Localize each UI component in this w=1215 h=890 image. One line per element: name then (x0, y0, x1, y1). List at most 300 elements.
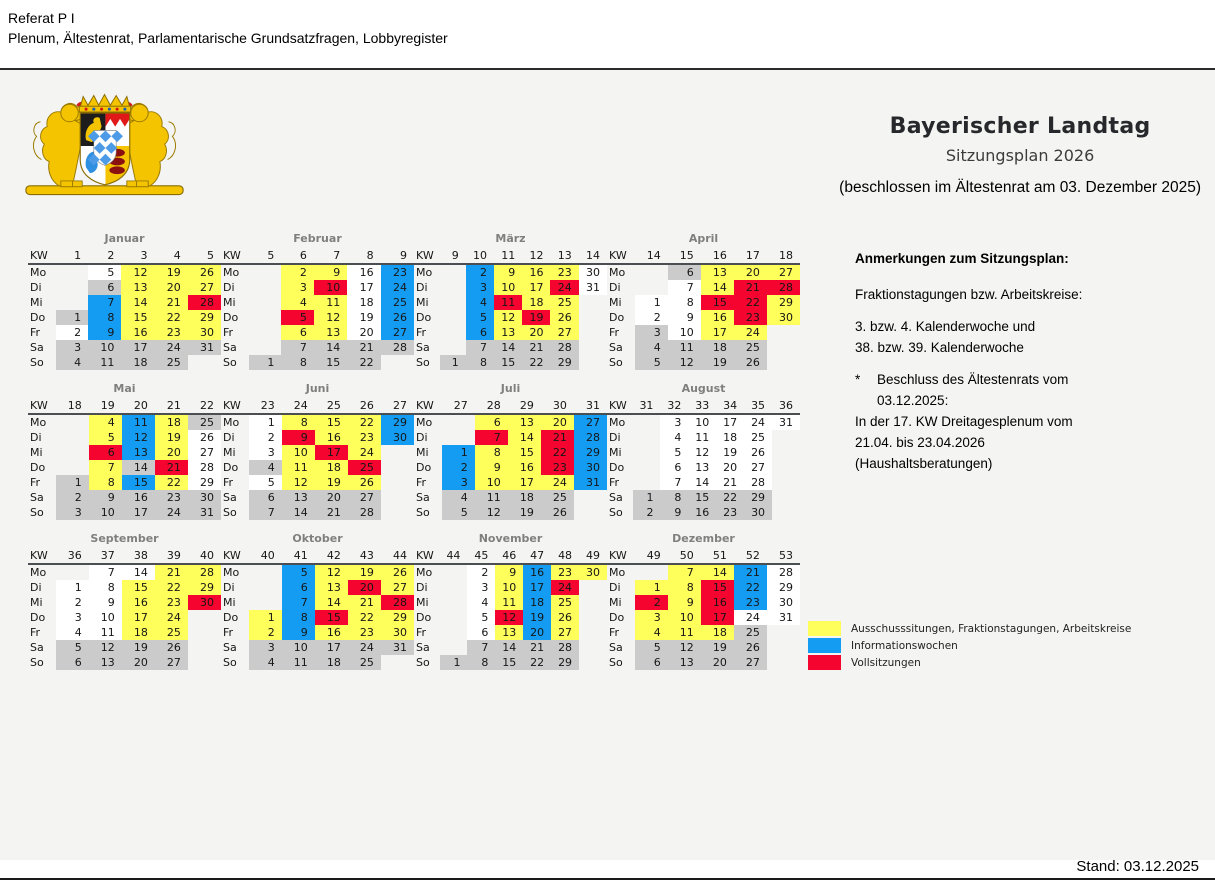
day-cell: 20 (155, 280, 188, 295)
day-cell (249, 310, 282, 325)
day-cell: 25 (551, 595, 579, 610)
month-table (28, 398, 221, 520)
day-row (414, 325, 607, 340)
day-row (414, 640, 607, 655)
day-cell: 30 (579, 264, 607, 280)
day-cell: 25 (155, 355, 188, 370)
day-label: Di (223, 281, 235, 294)
day-cell: 4 (89, 414, 122, 430)
day-label: Mo (223, 416, 240, 429)
day-cell: 17 (716, 414, 744, 430)
day-cell: 23 (734, 310, 767, 325)
day-cell (440, 340, 466, 355)
day-label: Mi (223, 596, 236, 609)
day-row (607, 264, 800, 280)
day-cell: 17 (315, 445, 348, 460)
day-label: Di (223, 431, 235, 444)
day-cell: 14 (122, 460, 155, 475)
day-cell: 1 (440, 655, 468, 670)
day-cell: 22 (155, 580, 188, 595)
day-cell: 22 (155, 475, 188, 490)
day-cell: 6 (282, 580, 315, 595)
month-title: Mai (113, 382, 136, 395)
day-row (221, 490, 414, 505)
kw-label: KW (414, 248, 440, 264)
legend-swatch-red (808, 655, 841, 670)
day-cell (772, 430, 800, 445)
day-label: Fr (223, 626, 234, 639)
day-cell: 19 (348, 564, 381, 580)
day-cell (440, 610, 468, 625)
day-row (607, 640, 800, 655)
day-row (607, 340, 800, 355)
day-cell: 26 (541, 505, 574, 520)
day-cell: 31 (772, 414, 800, 430)
kw-number: 13 (550, 248, 578, 264)
day-cell: 23 (541, 460, 574, 475)
kw-number: 27 (442, 398, 475, 414)
day-row (28, 655, 221, 670)
day-cell: 2 (467, 564, 495, 580)
day-cell: 27 (551, 625, 579, 640)
kw-row (221, 398, 414, 414)
day-cell: 11 (475, 490, 508, 505)
day-cell: 5 (466, 310, 494, 325)
day-cell: 14 (282, 505, 315, 520)
day-cell: 1 (635, 295, 668, 310)
day-cell: 21 (155, 460, 188, 475)
day-row (28, 640, 221, 655)
kw-number: 19 (89, 398, 122, 414)
day-cell: 31 (767, 610, 800, 625)
day-cell: 10 (475, 475, 508, 490)
kw-row (414, 248, 607, 264)
day-cell: 16 (347, 264, 380, 280)
day-cell: 25 (734, 340, 767, 355)
kw-row (607, 398, 800, 414)
day-cell: 14 (494, 340, 522, 355)
day-label: Di (416, 281, 428, 294)
day-row (28, 595, 221, 610)
day-cell: 5 (635, 355, 668, 370)
day-cell: 17 (508, 475, 541, 490)
day-cell: 28 (767, 564, 800, 580)
day-cell (579, 610, 607, 625)
day-cell: 22 (522, 355, 550, 370)
day-label: Do (223, 611, 239, 624)
kw-number: 5 (188, 248, 221, 264)
day-cell: 5 (249, 475, 282, 490)
day-cell: 24 (551, 580, 579, 595)
day-row (414, 625, 607, 640)
day-label: Do (416, 461, 432, 474)
day-cell (579, 655, 607, 670)
day-label: So (416, 656, 430, 669)
day-row (221, 310, 414, 325)
day-cell (440, 640, 468, 655)
day-cell: 5 (281, 310, 314, 325)
kw-number: 49 (579, 548, 607, 564)
month-märz (414, 232, 607, 382)
day-cell: 10 (88, 340, 121, 355)
day-row (607, 325, 800, 340)
day-cell: 8 (282, 414, 315, 430)
day-cell: 9 (495, 564, 523, 580)
day-cell: 12 (688, 445, 716, 460)
day-row (607, 505, 800, 520)
kw-number: 40 (249, 548, 282, 564)
day-cell (56, 264, 88, 280)
day-cell: 18 (347, 295, 380, 310)
day-cell: 13 (314, 325, 347, 340)
day-cell: 24 (550, 280, 578, 295)
day-cell (633, 475, 661, 490)
day-cell: 11 (668, 340, 701, 355)
kw-number: 3 (121, 248, 154, 264)
day-cell (56, 564, 89, 580)
day-cell: 15 (701, 580, 734, 595)
day-cell: 28 (381, 595, 414, 610)
day-cell: 20 (734, 264, 767, 280)
month-title: Juni (305, 382, 330, 395)
day-cell: 21 (315, 505, 348, 520)
day-cell: 29 (550, 355, 578, 370)
day-cell: 20 (315, 490, 348, 505)
day-row (28, 625, 221, 640)
day-label: Sa (609, 641, 623, 654)
annotation-line: (Haushaltsberatungen) (855, 456, 993, 471)
day-row (414, 340, 607, 355)
day-cell: 21 (155, 564, 188, 580)
day-label: Mo (30, 566, 47, 579)
day-cell: 26 (348, 475, 381, 490)
day-row (28, 264, 221, 280)
day-cell: 20 (716, 460, 744, 475)
day-cell: 24 (155, 610, 188, 625)
day-cell: 29 (381, 414, 414, 430)
day-cell: 10 (688, 414, 716, 430)
day-label: Mo (416, 566, 433, 579)
day-cell: 2 (56, 490, 89, 505)
day-cell (635, 264, 668, 280)
day-label: Di (30, 581, 42, 594)
day-cell: 8 (282, 610, 315, 625)
day-cell: 12 (89, 640, 122, 655)
day-row (414, 580, 607, 595)
day-cell (381, 505, 414, 520)
day-cell: 9 (89, 595, 122, 610)
day-cell: 6 (89, 445, 122, 460)
month-title: April (688, 232, 719, 245)
day-cell: 6 (660, 460, 688, 475)
kw-number: 40 (188, 548, 221, 564)
day-cell: 31 (188, 505, 221, 520)
day-label: So (30, 506, 44, 519)
day-cell: 30 (381, 430, 414, 445)
day-cell: 27 (188, 280, 221, 295)
day-cell: 31 (574, 475, 607, 490)
day-row (607, 595, 800, 610)
day-cell: 31 (579, 280, 607, 295)
day-cell: 1 (56, 580, 89, 595)
day-label: Mo (609, 266, 626, 279)
day-row (28, 610, 221, 625)
day-row (607, 564, 800, 580)
day-cell: 13 (122, 445, 155, 460)
month-table (414, 248, 607, 370)
day-cell: 4 (442, 490, 475, 505)
month-juli (414, 382, 607, 532)
day-cell: 28 (188, 460, 221, 475)
day-cell (767, 325, 800, 340)
day-cell: 30 (579, 564, 607, 580)
day-cell: 4 (467, 595, 495, 610)
day-cell: 11 (668, 625, 701, 640)
day-cell: 2 (56, 595, 89, 610)
day-row (414, 490, 607, 505)
day-cell (579, 295, 607, 310)
day-cell: 22 (523, 655, 551, 670)
day-cell: 7 (281, 340, 314, 355)
day-cell (767, 655, 800, 670)
day-row (28, 280, 221, 295)
day-cell: 2 (635, 310, 668, 325)
day-cell: 2 (281, 264, 314, 280)
page-title: Bayerischer Landtag (889, 114, 1151, 139)
day-row (28, 325, 221, 340)
day-row (221, 610, 414, 625)
day-label: Mi (223, 296, 236, 309)
day-cell: 9 (314, 264, 347, 280)
day-cell: 30 (744, 505, 772, 520)
day-row (221, 355, 414, 370)
day-cell: 28 (188, 295, 221, 310)
kw-number: 9 (440, 248, 466, 264)
bavarian-coat-of-arms-icon (22, 90, 187, 202)
day-cell: 7 (88, 295, 121, 310)
day-cell: 23 (348, 430, 381, 445)
day-cell: 19 (508, 505, 541, 520)
day-cell (633, 460, 661, 475)
day-cell: 12 (495, 610, 523, 625)
day-cell (440, 264, 466, 280)
day-label: Fr (223, 476, 234, 489)
day-cell: 16 (688, 505, 716, 520)
day-label: So (609, 506, 623, 519)
months-grid (28, 232, 800, 682)
day-cell: 23 (716, 505, 744, 520)
day-cell: 24 (734, 610, 767, 625)
day-label: Sa (416, 491, 430, 504)
day-cell: 12 (475, 505, 508, 520)
day-cell (579, 625, 607, 640)
day-cell: 5 (467, 610, 495, 625)
day-cell: 24 (734, 325, 767, 340)
day-row (28, 445, 221, 460)
day-row (607, 445, 800, 460)
day-row (607, 295, 800, 310)
day-cell: 11 (495, 595, 523, 610)
day-cell: 23 (734, 595, 767, 610)
day-cell: 26 (734, 355, 767, 370)
kw-label: KW (221, 398, 249, 414)
day-cell: 17 (701, 325, 734, 340)
day-cell (188, 640, 221, 655)
day-cell: 12 (121, 264, 154, 280)
day-label: Di (609, 281, 621, 294)
day-cell (579, 595, 607, 610)
day-cell: 30 (381, 625, 414, 640)
day-cell: 12 (282, 475, 315, 490)
day-label: Mi (609, 446, 622, 459)
day-cell: 18 (523, 595, 551, 610)
month-title: August (681, 382, 726, 395)
kw-number: 27 (381, 398, 414, 414)
day-cell: 9 (282, 625, 315, 640)
day-cell: 8 (475, 445, 508, 460)
day-cell: 27 (734, 655, 767, 670)
annotations-panel (855, 248, 1205, 474)
day-cell: 7 (467, 640, 495, 655)
day-cell: 15 (688, 490, 716, 505)
day-cell (772, 490, 800, 505)
day-label: Mi (609, 296, 622, 309)
day-cell: 21 (734, 564, 767, 580)
day-cell: 27 (188, 445, 221, 460)
month-title: Juli (500, 382, 521, 395)
day-cell: 23 (155, 325, 188, 340)
day-row (221, 414, 414, 430)
day-cell (772, 475, 800, 490)
day-cell: 10 (89, 505, 122, 520)
day-cell: 14 (688, 475, 716, 490)
kw-number: 10 (466, 248, 494, 264)
day-cell: 9 (660, 505, 688, 520)
day-row (221, 640, 414, 655)
day-cell: 22 (734, 295, 767, 310)
annotation-line: In der 17. KW Dreitagesplenum vom (855, 414, 1073, 429)
day-cell: 27 (348, 490, 381, 505)
day-cell: 7 (249, 505, 282, 520)
day-label: Do (609, 611, 625, 624)
kw-number: 43 (348, 548, 381, 564)
day-cell: 29 (188, 580, 221, 595)
day-cell (188, 355, 221, 370)
day-cell: 25 (541, 490, 574, 505)
day-cell: 18 (508, 490, 541, 505)
day-label: Mi (609, 596, 622, 609)
kw-number: 46 (495, 548, 523, 564)
day-row (221, 445, 414, 460)
day-cell: 11 (88, 355, 121, 370)
day-row (28, 580, 221, 595)
day-cell: 15 (315, 414, 348, 430)
day-label: Mi (30, 296, 43, 309)
day-row (414, 280, 607, 295)
day-cell (440, 595, 468, 610)
day-cell: 3 (249, 445, 282, 460)
day-label: Sa (223, 641, 237, 654)
day-cell: 22 (716, 490, 744, 505)
day-cell: 5 (635, 640, 668, 655)
day-cell: 9 (282, 430, 315, 445)
legend-swatch-yellow (808, 621, 841, 636)
day-cell (579, 340, 607, 355)
day-row (221, 505, 414, 520)
day-cell: 2 (633, 505, 661, 520)
day-cell: 24 (541, 475, 574, 490)
day-cell: 21 (522, 340, 550, 355)
kw-number: 36 (772, 398, 800, 414)
day-cell: 15 (508, 445, 541, 460)
day-row (221, 295, 414, 310)
day-cell: 28 (767, 280, 800, 295)
day-cell: 16 (522, 264, 550, 280)
day-cell: 14 (701, 280, 734, 295)
day-cell: 6 (56, 655, 89, 670)
day-cell (381, 445, 414, 460)
day-cell (188, 610, 221, 625)
day-cell: 22 (734, 580, 767, 595)
day-cell: 22 (155, 310, 188, 325)
day-cell: 15 (701, 295, 734, 310)
day-cell: 14 (315, 595, 348, 610)
day-cell: 7 (660, 475, 688, 490)
day-cell: 25 (348, 655, 381, 670)
day-cell: 26 (734, 640, 767, 655)
day-label: So (223, 656, 237, 669)
day-cell: 13 (495, 625, 523, 640)
kw-number: 18 (56, 398, 89, 414)
day-cell: 22 (541, 445, 574, 460)
day-cell (188, 655, 221, 670)
day-row (28, 355, 221, 370)
day-cell: 11 (688, 430, 716, 445)
day-cell (574, 505, 607, 520)
month-table (414, 398, 607, 520)
day-row (607, 355, 800, 370)
day-cell: 16 (508, 460, 541, 475)
day-cell: 16 (701, 595, 734, 610)
legend-item (808, 654, 1131, 671)
kw-number: 14 (635, 248, 668, 264)
day-label: Sa (30, 641, 44, 654)
day-cell: 9 (668, 595, 701, 610)
day-cell: 3 (467, 580, 495, 595)
day-cell (635, 280, 668, 295)
day-cell: 18 (315, 655, 348, 670)
day-label: Fr (30, 326, 41, 339)
day-cell: 14 (121, 295, 154, 310)
day-cell: 19 (155, 430, 188, 445)
legend-label: Informationswochen (851, 639, 958, 652)
day-row (414, 475, 607, 490)
crown-icon (79, 95, 130, 112)
day-cell: 4 (56, 355, 88, 370)
day-row (607, 460, 800, 475)
day-cell: 19 (701, 355, 734, 370)
day-cell: 6 (88, 280, 121, 295)
day-cell: 7 (282, 595, 315, 610)
day-label: Do (223, 461, 239, 474)
kw-label: KW (221, 548, 249, 564)
day-cell: 18 (315, 460, 348, 475)
day-label: Di (30, 431, 42, 444)
day-cell: 26 (188, 430, 221, 445)
day-cell (56, 414, 89, 430)
day-row (607, 430, 800, 445)
day-cell: 19 (315, 475, 348, 490)
